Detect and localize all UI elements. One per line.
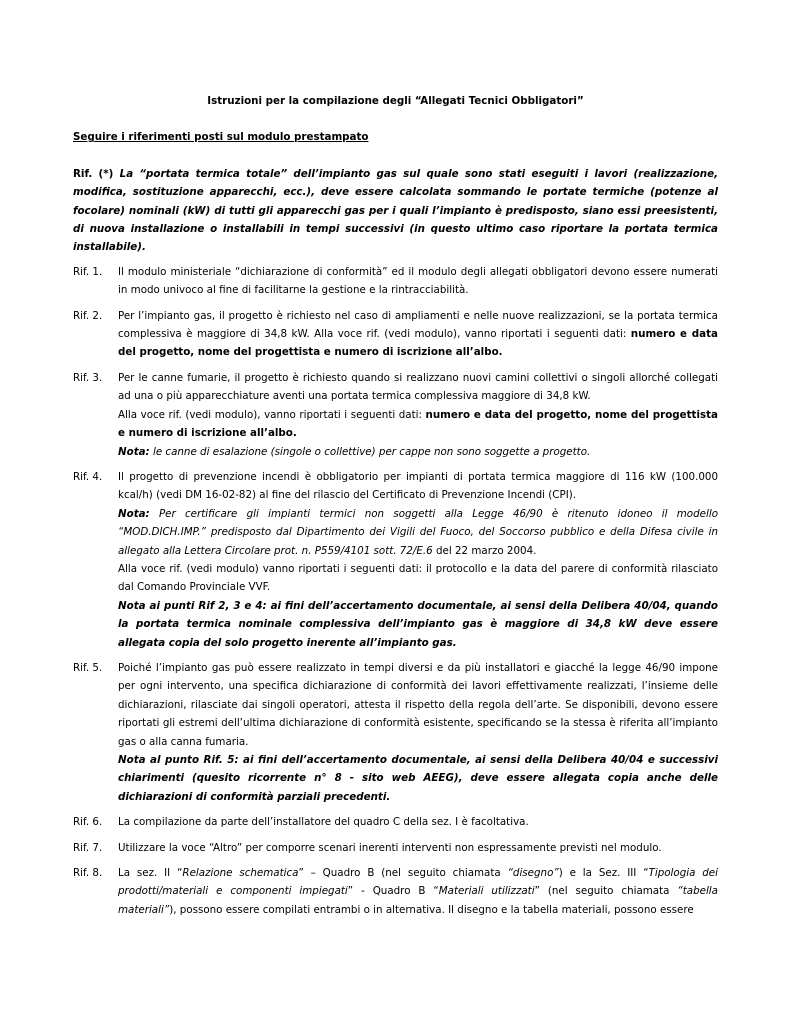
rif-8-t6: Tipologia dei prodotti/materiali e componenti impiegati	[118, 867, 718, 898]
document-subtitle: Seguire i riferimenti posti sul modulo prestampato	[73, 131, 369, 144]
rif-8-t8: Materiali utilizzati	[438, 885, 535, 898]
rif-7-body	[118, 839, 718, 857]
rif-4	[73, 468, 718, 652]
document-page	[73, 92, 718, 926]
rif-7-text: Utilizzare la voce “Altro” per comporre scenari inerenti interventi non espressamente previsti nel modulo.	[118, 841, 662, 854]
rif-8-t4: “disegno”	[507, 867, 559, 880]
document-title: Istruzioni per la compilazione degli “Allegati Tecnici Obbligatori”	[207, 95, 584, 107]
rif-8-label: Rif. 8.	[73, 867, 103, 880]
rif-3-p1: Per le canne fumarie, il progetto è richiesto quando si realizzano nuovi camini collettivi o singoli allorché collegati ad una o più apparecchiature aventi una portata termica complessiva maggiore di 34,8 kW.	[118, 371, 718, 403]
rif-8-t7: ” - Quadro B “	[347, 885, 439, 898]
rif-4-p3: Nota ai punti Rif 2, 3 e 4: ai fini dell’accertamento documentale, ai sensi della Delibera 40/04, quando la portata termica nominale complessiva dell’impianto gas è maggiore di 34,8 kW deve essere allegata copia del solo progetto inerente all’impianto gas.	[118, 599, 718, 649]
rif-5-label: Rif. 5.	[73, 661, 103, 674]
rif-5	[73, 659, 718, 806]
rif-1-text: Il modulo ministeriale “dichiarazione di conformità” ed il modulo degli allegati obbligatori devono essere numerati in modo univoco al fine di facilitarne la gestione e la rintracciabilità.	[118, 265, 718, 297]
rif-6	[73, 813, 718, 831]
rif-8-t10: “tabella materiali”	[118, 885, 718, 916]
rif-4-p1: Il progetto di prevenzione incendi è obbligatorio per impianti di portata termica maggiore di 116 kW (100.000 kcal/h) (vedi DM 16-02-82) al fine del rilascio del Certificato di Prevenzione Incendi (CPI).	[118, 470, 718, 502]
rif-3-body	[118, 369, 718, 461]
intro-text: La “portata termica totale” dell’impianto gas sul quale sono stati eseguiti i lavori (realizzazione, modifica, sostituzione apparecchi, ecc.), deve essere calcolata sommando le portate termiche (potenze al focolare) nominali (kW) di tutti gli apparecchi gas per i quali l’impianto è predisposto, siano essi preesistenti, di nuova installazione o installabili in tempi successivi (in questo ultimo caso riportare la portata termica installabile).	[73, 167, 718, 254]
rif-8-t3: ” – Quadro B (nel seguito chiamata	[298, 867, 508, 880]
rif-5-body	[118, 659, 718, 806]
intro-label: Rif. (*)	[73, 167, 114, 180]
rif-8-t5: ) e la Sez. III “	[558, 867, 649, 880]
rif-1	[73, 263, 718, 300]
rif-1-label: Rif. 1.	[73, 265, 103, 278]
intro-paragraph	[73, 165, 718, 257]
rif-2-bold: numero e data del progetto, nome del progettista e numero di iscrizione all’albo.	[118, 328, 718, 359]
rif-4-nota-italic: Per certificare gli impianti termici non soggetti alla Legge 46/90 è ritenuto idoneo il modello “MOD.DICH.IMP.” predisposto dal Dipartimento dei Vigili del Fuoco, del Soccorso pubblico e della Difesa civile in allegato alla Lettera Circolare prot. n. P559/4101 sott. 72/E.6	[118, 507, 718, 557]
rif-6-text: La compilazione da parte dell’installatore del quadro C della sez. I è facoltativa.	[118, 816, 529, 829]
rif-4-label: Rif. 4.	[73, 470, 103, 483]
rif-8-t2: Relazione schematica	[182, 867, 299, 880]
rif-3-p2: Alla voce rif. (vedi modulo), vanno riportati i seguenti dati:	[118, 408, 426, 421]
rif-3-p2-bold: numero e data del progetto, nome del progettista e numero di iscrizione all’albo.	[118, 408, 718, 440]
rif-7-label: Rif. 7.	[73, 841, 103, 854]
rif-3	[73, 369, 718, 461]
rif-3-nota-text: le canne di esalazione (singole o collettive) per cappe non sono soggette a progetto.	[149, 445, 591, 458]
rif-4-body	[118, 468, 718, 652]
rif-4-p2: Alla voce rif. (vedi modulo) vanno riportati i seguenti dati: il protocollo e la data del parere di conformità rilasciato dal Comando Provinciale VVF.	[118, 562, 718, 594]
rif-8-t1: La sez. II “	[118, 867, 183, 880]
rif-5-p2: Nota al punto Rif. 5: ai fini dell’accertamento documentale, ai sensi della Delibera 40/04 e successivi chiarimenti (quesito ricorrente n° 8 - sito web AEEG), deve essere allegata copia anche delle dichiarazioni di conformità parziali precedenti.	[118, 754, 718, 803]
rif-4-nota-label: Nota:	[118, 507, 150, 520]
rif-8-t9: ” (nel seguito chiamata	[534, 885, 678, 898]
rif-8-t11: ), possono essere compilati entrambi o in alternativa. Il disegno e la tabella materiali, possono essere	[169, 903, 694, 916]
rif-4-nota-tail: del 22 marzo 2004.	[432, 544, 537, 557]
rif-3-nota-label: Nota:	[118, 445, 150, 458]
rif-5-p1: Poiché l’impianto gas può essere realizzato in tempi diversi e da più installatori e giacché la legge 46/90 impone per ogni intervento, una specifica dichiarazione di conformità dei lavori effettivamente realizzati, l’insieme delle dichiarazioni, rilasciate dai singoli operatori, attesta il rispetto della regola dell’arte. Se disponibili, devono essere riportati gli estremi dell’ultima dichiarazione di conformità esistente, specificando se la stessa è riferita all’impianto gas o alla canna fumaria.	[118, 661, 718, 748]
rif-6-body	[118, 813, 718, 831]
rif-2-body	[118, 307, 718, 362]
rif-6-label: Rif. 6.	[73, 816, 103, 829]
rif-2-label: Rif. 2.	[73, 309, 103, 322]
rif-1-body	[118, 263, 718, 300]
rif-8-body	[118, 864, 718, 919]
rif-8	[73, 864, 718, 919]
rif-7	[73, 839, 718, 857]
rif-2	[73, 307, 718, 362]
rif-2-text: Per l’impianto gas, il progetto è richiesto nel caso di ampliamenti e nelle nuove realizzazioni, se la portata termica complessiva è maggiore di 34,8 kW. Alla voce rif. (vedi modulo), vanno riportati i seguenti dati:	[118, 309, 718, 341]
rif-3-label: Rif. 3.	[73, 371, 103, 384]
